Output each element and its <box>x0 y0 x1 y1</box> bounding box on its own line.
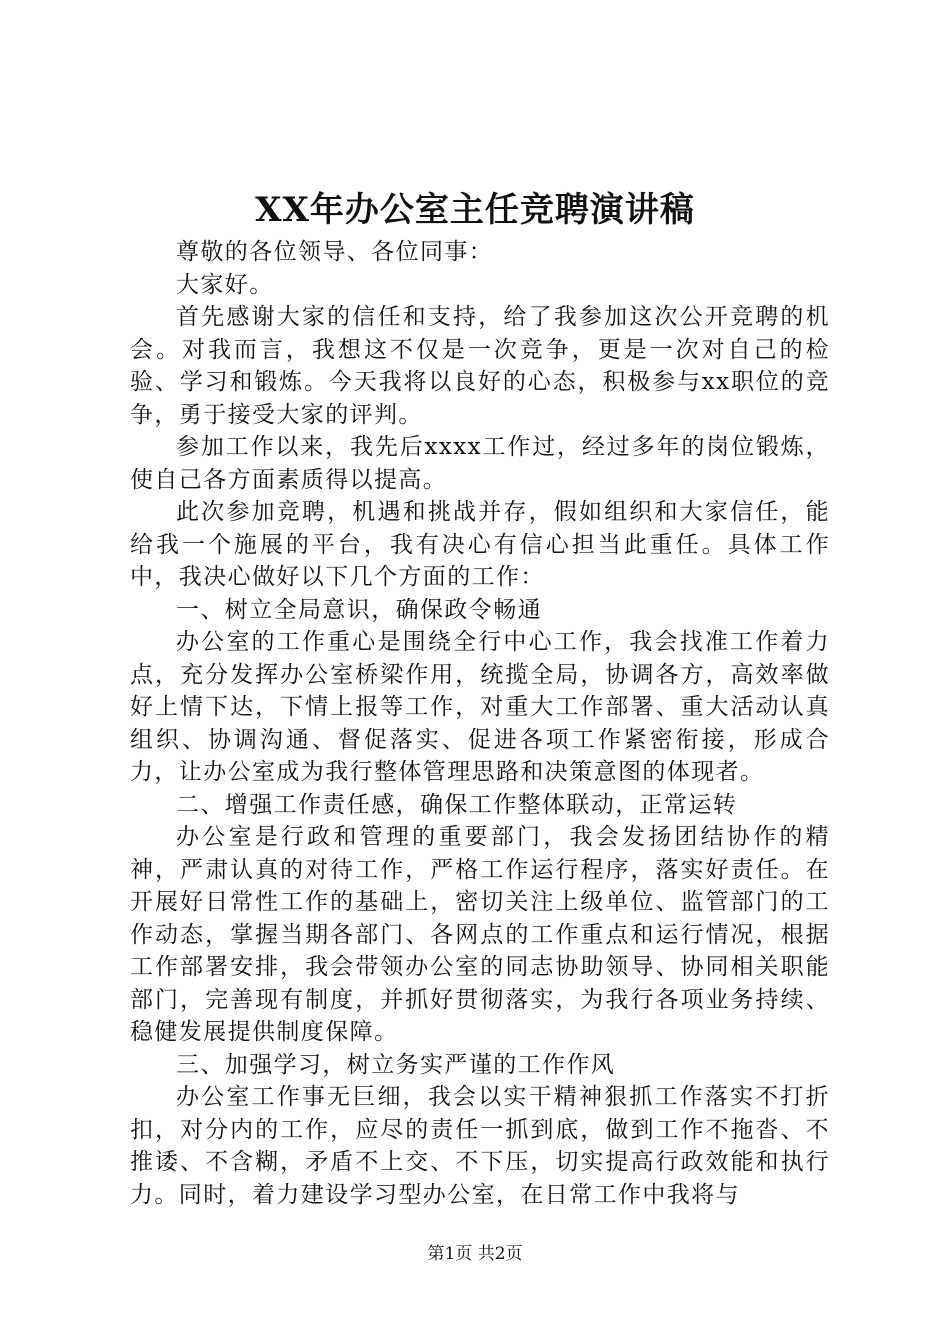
greeting: 大家好。 <box>176 271 274 298</box>
section-heading-2: 二、增强工作责任感，确保工作整体联动，正常运转 <box>176 791 738 818</box>
document-body <box>130 236 830 1211</box>
paragraph-section-1: 办公室的工作重心是围绕全行中心工作，我会找准工作着力点，充分发挥办公室桥梁作用，统揽全局，协调各方，高效率做好上情下达，下情上报等工作，对重大工作部署、重大活动认真组织、协调沟通、督促落实、促进各项工作紧密衔接，形成合力，让办公室成为我行整体管理思路和决策意图的体现者。 <box>130 629 830 785</box>
paragraph-commitment: 此次参加竞聘，机遇和挑战并存，假如组织和大家信任，能给我一个施展的平台，我有决心有信心担当此重任。具体工作中，我决心做好以下几个方面的工作： <box>130 499 830 590</box>
page-number-footer: 第1页 共2页 <box>427 1244 523 1264</box>
section-heading-1: 一、树立全局意识，确保政令畅通 <box>176 596 542 623</box>
paragraph-experience: 参加工作以来，我先后xxxx工作过，经过多年的岗位锻炼，使自己各方面素质得以提高。 <box>130 434 830 493</box>
salutation: 尊敬的各位领导、各位同事： <box>176 239 494 265</box>
document-title: XX年办公室主任竞聘演讲稿 <box>255 190 695 230</box>
paragraph-section-3: 办公室工作事无巨细，我会以实干精神狠抓工作落实不打折扣，对分内的工作，应尽的责任一抓到底，做到工作不拖沓、不推诿、不含糊，矛盾不上交、不下压，切实提高行政效能和执行力。同时，着力建设学习型办公室，在日常工作中我将与 <box>130 1084 830 1208</box>
paragraph-intro: 首先感谢大家的信任和支持，给了我参加这次公开竞聘的机会。对我而言，我想这不仅是一次竞争，更是一次对自己的检验、学习和锻炼。今天我将以良好的心态，积极参与xx职位的竞争，勇于接受大家的评判。 <box>130 304 830 428</box>
section-heading-3: 三、加强学习，树立务实严谨的工作作风 <box>176 1051 616 1078</box>
paragraph-section-2: 办公室是行政和管理的重要部门，我会发扬团结协作的精神，严肃认真的对待工作，严格工作运行程序，落实好责任。在开展好日常性工作的基础上，密切关注上级单位、监管部门的工作动态，掌握当期各部门、各网点的工作重点和运行情况，根据工作部署安排，我会带领办公室的同志协助领导、协同相关职能部门，完善现有制度，并抓好贯彻落实，为我行各项业务持续、稳健发展提供制度保障。 <box>130 824 830 1045</box>
